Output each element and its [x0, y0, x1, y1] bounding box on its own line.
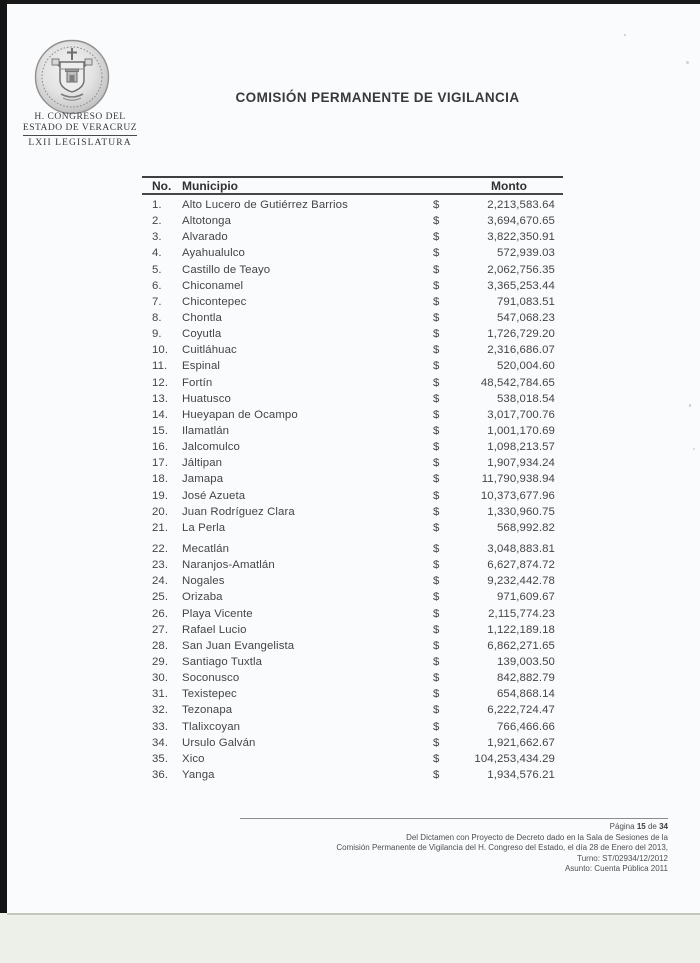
institution-line1: H. CONGRESO DEL — [34, 112, 126, 122]
municipality-name: Alvarado — [182, 231, 228, 244]
municipality-name: Mecatlán — [182, 543, 230, 556]
table-row — [142, 375, 563, 391]
municipality-name: San Juan Evangelista — [182, 639, 295, 652]
currency-symbol: $ — [433, 441, 440, 454]
amount-cell — [433, 360, 555, 372]
municipality-name: La Perla — [182, 521, 226, 534]
amount-cell — [433, 656, 555, 668]
amount-cell — [433, 473, 555, 485]
row-number: 20. — [152, 505, 169, 518]
amount-cell — [433, 608, 555, 620]
amount-value: 3,365,253.44 — [487, 279, 555, 292]
table-row — [142, 423, 563, 439]
amount-value: 6,627,874.72 — [487, 559, 555, 572]
amount-cell — [433, 328, 555, 340]
municipality-name: Soconusco — [182, 672, 240, 685]
municipality-name: Fortín — [182, 376, 213, 389]
amount-value: 791,083.51 — [496, 295, 555, 308]
municipality-name: Coyutla — [182, 328, 222, 341]
amount-value: 654,868.14 — [496, 688, 555, 701]
column-header-no: No. — [152, 178, 172, 193]
currency-symbol: $ — [433, 247, 440, 260]
municipality-name: Juan Rodríguez Clara — [182, 505, 295, 518]
row-number: 4. — [152, 247, 162, 260]
row-number: 1. — [152, 199, 162, 212]
row-number: 26. — [152, 607, 169, 620]
amount-cell — [433, 199, 555, 211]
amount-cell — [433, 441, 555, 453]
row-number: 36. — [152, 768, 169, 781]
amount-value: 1,907,934.24 — [487, 457, 555, 470]
row-number: 31. — [152, 688, 169, 701]
table-row — [142, 504, 563, 520]
footer-line: Asunto: Cuenta Pública 2011 — [564, 864, 668, 873]
amount-cell — [433, 591, 555, 603]
footer-line: Comisión Permanente de Vigilancia del H. Congreso del Estado, el día 28 de Enero del 2013, — [336, 843, 668, 852]
amount-value: 1,921,662.67 — [487, 736, 555, 749]
currency-symbol: $ — [433, 559, 440, 572]
amount-cell — [433, 559, 555, 571]
municipality-name: Rafael Lucio — [182, 623, 247, 636]
amount-cell — [433, 425, 555, 437]
currency-symbol: $ — [433, 521, 440, 534]
row-number: 11. — [152, 360, 168, 373]
municipality-name: Ursulo Galván — [182, 736, 256, 749]
scan-speck — [686, 61, 689, 64]
amount-value: 538,018.54 — [496, 392, 555, 405]
row-number: 16. — [152, 441, 169, 454]
table-row — [142, 471, 563, 487]
municipality-name: Santiago Tuxtla — [182, 656, 263, 668]
municipality-name: Tezonapa — [182, 704, 233, 717]
row-number: 12. — [152, 376, 169, 389]
amount-cell — [433, 624, 555, 636]
amount-cell — [433, 737, 555, 749]
table-row — [142, 294, 563, 310]
amount-cell — [433, 231, 555, 243]
table-row — [142, 520, 563, 536]
currency-symbol: $ — [433, 752, 440, 765]
amount-value: 3,694,670.65 — [487, 215, 555, 228]
amount-value: 3,822,350.91 — [487, 231, 555, 244]
table-row — [142, 407, 563, 423]
row-number: 35. — [152, 752, 169, 765]
currency-symbol: $ — [433, 328, 440, 341]
currency-symbol: $ — [433, 768, 440, 781]
municipality-name: Chiconamel — [182, 279, 244, 292]
municipality-name: Hueyapan de Ocampo — [182, 408, 298, 421]
currency-symbol: $ — [433, 312, 440, 325]
row-number: 18. — [152, 473, 169, 486]
municipality-name: Jamapa — [182, 473, 224, 486]
page-number: 15 — [636, 822, 646, 831]
row-number: 30. — [152, 672, 169, 685]
currency-symbol: $ — [433, 489, 440, 502]
amount-cell — [433, 457, 555, 469]
table-row — [142, 342, 563, 358]
municipality-name: Naranjos-Amatlán — [182, 559, 275, 572]
amount-cell — [433, 264, 555, 276]
currency-symbol: $ — [433, 672, 440, 685]
amount-value: 1,934,576.21 — [487, 768, 555, 781]
currency-symbol: $ — [433, 688, 440, 701]
amount-value: 547,068.23 — [496, 312, 555, 325]
currency-symbol: $ — [433, 457, 440, 470]
amount-value: 1,098,213.57 — [487, 441, 555, 454]
column-header-municipio: Municipio — [182, 178, 238, 193]
amount-value: 1,330,960.75 — [487, 505, 555, 518]
amount-value: 2,213,583.64 — [487, 199, 555, 212]
currency-symbol: $ — [433, 623, 440, 636]
amount-cell — [433, 672, 555, 684]
municipality-name: Chicontepec — [182, 295, 247, 308]
table-row — [142, 229, 563, 245]
table-row — [142, 213, 563, 229]
currency-symbol: $ — [433, 215, 440, 228]
row-number: 6. — [152, 279, 162, 292]
amount-cell — [433, 215, 555, 227]
footer-line: Del Dictamen con Proyecto de Decreto dado en la Sala de Sesiones de la — [406, 832, 668, 842]
table-row — [142, 278, 563, 294]
amount-value: 1,726,729.20 — [487, 328, 555, 341]
row-number: 9. — [152, 328, 162, 341]
municipality-name: Cuitláhuac — [182, 344, 237, 357]
amount-cell — [433, 522, 555, 534]
amount-value: 139,003.50 — [496, 656, 555, 668]
table-row — [142, 589, 563, 605]
institution-name — [16, 112, 144, 149]
amount-value: 568,992.82 — [496, 521, 555, 534]
row-number: 34. — [152, 736, 169, 749]
municipality-name: Orizaba — [182, 591, 223, 604]
row-number: 7. — [152, 295, 162, 308]
amount-value: 104,253,434.29 — [474, 752, 555, 765]
amount-value: 520,004.60 — [496, 360, 555, 373]
table-row — [142, 391, 563, 407]
amount-value: 2,062,756.35 — [487, 263, 555, 276]
currency-symbol: $ — [433, 505, 440, 518]
table-row — [142, 719, 563, 735]
municipality-name: Chontla — [182, 312, 222, 325]
table-row — [142, 702, 563, 718]
municipality-table — [142, 176, 563, 783]
document-title: COMISIÓN PERMANENTE DE VIGILANCIA — [235, 90, 520, 105]
amount-cell — [433, 312, 555, 324]
table-row — [142, 439, 563, 455]
amount-cell — [433, 506, 555, 518]
amount-cell — [433, 409, 555, 421]
table-row — [142, 622, 563, 638]
municipality-name: Nogales — [182, 575, 225, 588]
table-row — [142, 573, 563, 589]
amount-value: 11,790,938.94 — [481, 473, 555, 486]
amount-value: 9,232,442.78 — [487, 575, 555, 588]
currency-symbol: $ — [433, 639, 440, 652]
amount-value: 6,862,271.65 — [487, 639, 555, 652]
table-row — [142, 557, 563, 573]
scan-speck — [624, 34, 626, 36]
amount-cell — [433, 280, 555, 292]
amount-cell — [433, 769, 555, 781]
document-page — [7, 4, 700, 915]
table-row — [142, 638, 563, 654]
currency-symbol: $ — [433, 392, 440, 405]
currency-symbol: $ — [433, 607, 440, 620]
row-number: 23. — [152, 559, 169, 572]
amount-value: 842,882.79 — [496, 672, 555, 685]
amount-cell — [433, 688, 555, 700]
row-number: 3. — [152, 231, 162, 244]
amount-cell — [433, 640, 555, 652]
currency-symbol: $ — [433, 736, 440, 749]
currency-symbol: $ — [433, 295, 440, 308]
currency-symbol: $ — [433, 704, 440, 717]
amount-value: 1,001,170.69 — [487, 425, 555, 438]
amount-value: 766,466.66 — [496, 720, 555, 733]
scan-speck — [693, 448, 695, 450]
row-number: 19. — [152, 489, 169, 502]
amount-value: 971,609.67 — [496, 591, 555, 604]
table-row — [142, 310, 563, 326]
currency-symbol: $ — [433, 473, 440, 486]
table-row — [142, 670, 563, 686]
amount-value: 48,542,784.65 — [480, 376, 555, 389]
table-row — [142, 654, 563, 670]
amount-cell — [433, 704, 555, 716]
currency-symbol: $ — [433, 591, 440, 604]
row-number: 15. — [152, 425, 169, 438]
amount-cell — [433, 490, 555, 502]
row-number: 5. — [152, 263, 162, 276]
amount-value: 1,122,189.18 — [487, 623, 555, 636]
municipality-name: Castillo de Teayo — [182, 263, 271, 276]
footer-rule — [240, 818, 668, 819]
amount-cell — [433, 575, 555, 587]
table-row — [142, 735, 563, 751]
amount-cell — [433, 753, 555, 765]
table-row — [142, 541, 563, 557]
table-row — [142, 751, 563, 767]
currency-symbol: $ — [433, 344, 440, 357]
currency-symbol: $ — [433, 263, 440, 276]
municipality-name: Playa Vicente — [182, 607, 253, 620]
page-number-line: Página 15 de 34 — [609, 822, 668, 831]
amount-cell — [433, 377, 555, 389]
page-total: 34 — [659, 822, 668, 831]
municipality-name: Alto Lucero de Gutiérrez Barrios — [182, 199, 348, 212]
table-header-row — [142, 176, 563, 195]
table-row — [142, 606, 563, 622]
scan-speck — [689, 404, 691, 407]
amount-value: 3,048,883.81 — [487, 543, 555, 556]
table-row — [142, 686, 563, 702]
municipality-name: Tlalixcoyan — [182, 720, 241, 733]
row-number: 14. — [152, 408, 169, 421]
table-row — [142, 245, 563, 261]
currency-symbol: $ — [433, 425, 440, 438]
row-number: 27. — [152, 623, 169, 636]
column-header-monto: Monto — [491, 178, 527, 193]
amount-value: 2,115,774.23 — [488, 607, 555, 620]
institution-line3: LXII LEGISLATURA — [28, 138, 132, 148]
municipality-name: Espinal — [182, 360, 221, 373]
row-number: 2. — [152, 215, 162, 228]
municipality-name: Huatusco — [182, 392, 231, 405]
municipality-name: Yanga — [182, 768, 215, 781]
municipality-name: Jáltipan — [182, 457, 223, 470]
amount-value: 3,017,700.76 — [487, 408, 555, 421]
footer-line: Turno: ST/02934/12/2012 — [577, 853, 668, 863]
amount-value: 6,222,724.47 — [487, 704, 555, 717]
row-number: 22. — [152, 543, 169, 556]
currency-symbol: $ — [433, 656, 440, 668]
currency-symbol: $ — [433, 543, 440, 556]
table-row — [142, 358, 563, 374]
amount-value: 2,316,686.07 — [487, 344, 555, 357]
table-row — [142, 262, 563, 278]
currency-symbol: $ — [433, 376, 440, 389]
row-number: 32. — [152, 704, 169, 717]
table-row — [142, 767, 563, 783]
currency-symbol: $ — [433, 575, 440, 588]
currency-symbol: $ — [433, 408, 440, 421]
row-number: 10. — [152, 344, 169, 357]
currency-symbol: $ — [433, 720, 440, 733]
municipality-name: Xico — [182, 752, 205, 765]
currency-symbol: $ — [433, 231, 440, 244]
institution-line2: ESTADO DE VERACRUZ — [23, 123, 137, 136]
amount-cell — [433, 543, 555, 555]
row-number: 8. — [152, 312, 162, 325]
row-number: 28. — [152, 639, 169, 652]
table-row — [142, 455, 563, 471]
amount-value: 572,939.03 — [496, 247, 555, 260]
row-number: 29. — [152, 656, 169, 668]
footer-block — [336, 822, 668, 875]
amount-cell — [433, 247, 555, 259]
currency-symbol: $ — [433, 199, 440, 212]
row-number: 24. — [152, 575, 169, 588]
row-number: 13. — [152, 392, 169, 405]
currency-symbol: $ — [433, 360, 440, 373]
table-row — [142, 326, 563, 342]
currency-symbol: $ — [433, 279, 440, 292]
table-row — [142, 488, 563, 504]
amount-cell — [433, 393, 555, 405]
municipality-name: Texistepec — [182, 688, 237, 701]
row-number: 21. — [152, 521, 169, 534]
table-row — [142, 197, 563, 213]
amount-cell — [433, 344, 555, 356]
scan-edge-left — [0, 0, 7, 913]
amount-value: 10,373,677.96 — [480, 489, 555, 502]
municipality-name: Altotonga — [182, 215, 232, 228]
amount-cell — [433, 296, 555, 308]
row-number: 33. — [152, 720, 169, 733]
municipality-name: Ayahualulco — [182, 247, 245, 260]
amount-cell — [433, 721, 555, 733]
row-number: 17. — [152, 457, 169, 470]
municipality-name: Jalcomulco — [182, 441, 240, 454]
municipality-name: José Azueta — [182, 489, 246, 502]
municipality-name: Ilamatlán — [182, 425, 230, 438]
row-number: 25. — [152, 591, 169, 604]
table-body — [142, 195, 563, 783]
